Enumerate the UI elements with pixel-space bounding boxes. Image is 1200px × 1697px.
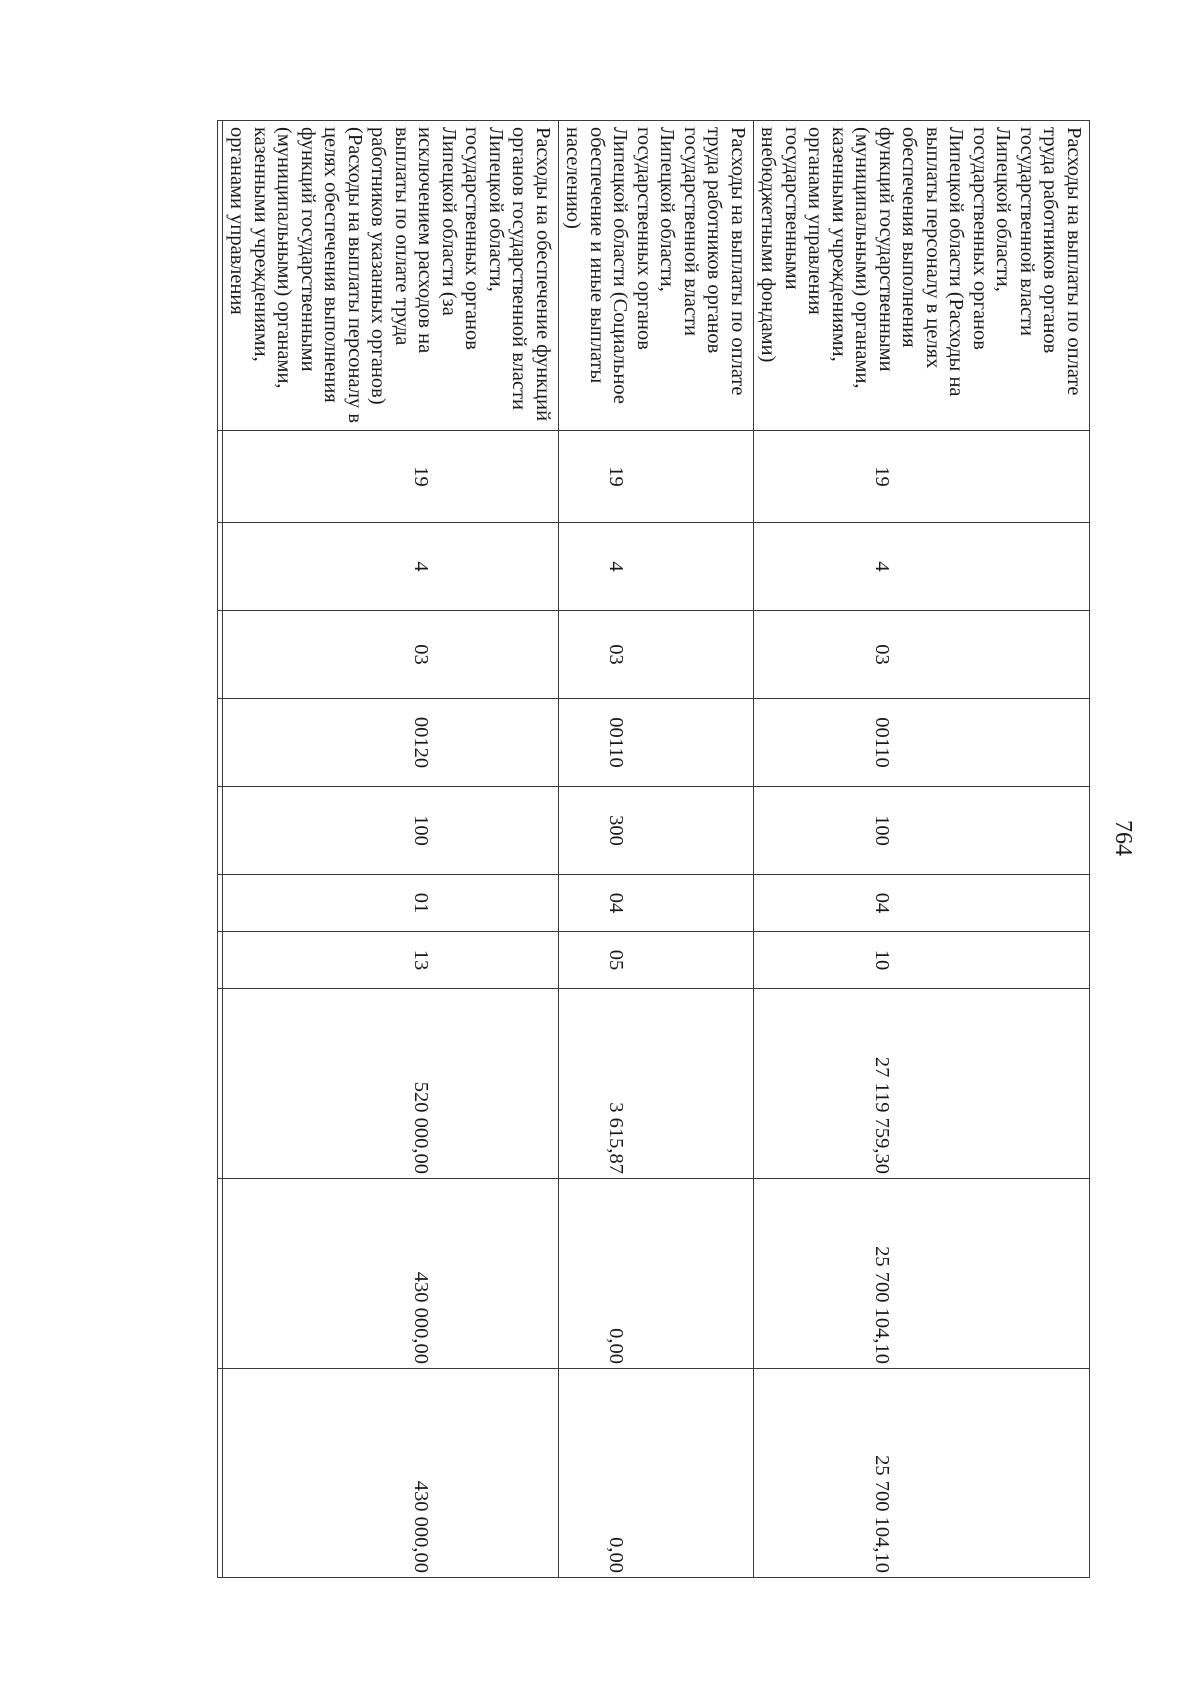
code-cell: 00110 [754,699,1090,787]
code-cell: 19 [223,431,559,523]
code-cell: 4 [223,523,559,611]
amount-cell: 520 000,00 [223,989,559,1179]
table-row [223,121,559,1578]
table-row-continuation [218,121,223,1578]
amount-cell: 0,00 [559,1179,754,1369]
amount-cell: 3 615,87 [559,989,754,1179]
code-cell: 00120 [223,699,559,787]
page-number: 764 [1110,820,1136,856]
code-cell: 4 [559,523,754,611]
code-cell: 03 [754,611,1090,699]
code-cell: 03 [559,611,754,699]
code-cell: 19 [559,431,754,523]
amount-cell: 430 000,00 [223,1179,559,1369]
code-cell: 100 [754,787,1090,875]
code-cell: 03 [223,611,559,699]
code-cell: 13 [223,932,559,989]
code-cell: 100 [223,787,559,875]
code-cell: 10 [754,932,1090,989]
row-description: Расходы на выплаты по оплате труда работников органов государственной власти Липецкой области, государственных органов Липецкой области (Расходы на выплаты персоналу в целях обеспечения выполнения функций государственными (муниципальными) органами, казенными учреждениями, органами управления государственными внебюджетными фондами) [754,121,1090,431]
code-cell: 4 [754,523,1090,611]
table-row [754,121,1090,1578]
code-cell: 04 [559,875,754,932]
code-cell: 04 [754,875,1090,932]
row-description: Расходы на обеспечение функций органов государственной власти Липецкой области, государственных органов Липецкой области (за исключением расходов на выплаты по оплате труда работников указанных органов) (Расходы на выплаты персоналу в целях обеспечения выполнения функций государственными (муниципальными) органами, казенными учреждениями, органами управления [223,121,559,431]
budget-table [217,120,1090,1578]
code-cell: 19 [754,431,1090,523]
code-cell: 00110 [559,699,754,787]
amount-cell: 430 000,00 [223,1369,559,1578]
table-row [559,121,754,1578]
amount-cell: 27 119 759,30 [754,989,1090,1179]
amount-cell: 25 700 104,10 [754,1369,1090,1578]
code-cell: 05 [559,932,754,989]
amount-cell: 25 700 104,10 [754,1179,1090,1369]
amount-cell: 0,00 [559,1369,754,1578]
code-cell: 300 [559,787,754,875]
row-description: Расходы на выплаты по оплате труда работников органов государственной власти Липецкой области, государственных органов Липецкой области (Социальное обеспечение и иные выплаты населению) [559,121,754,431]
code-cell: 01 [223,875,559,932]
